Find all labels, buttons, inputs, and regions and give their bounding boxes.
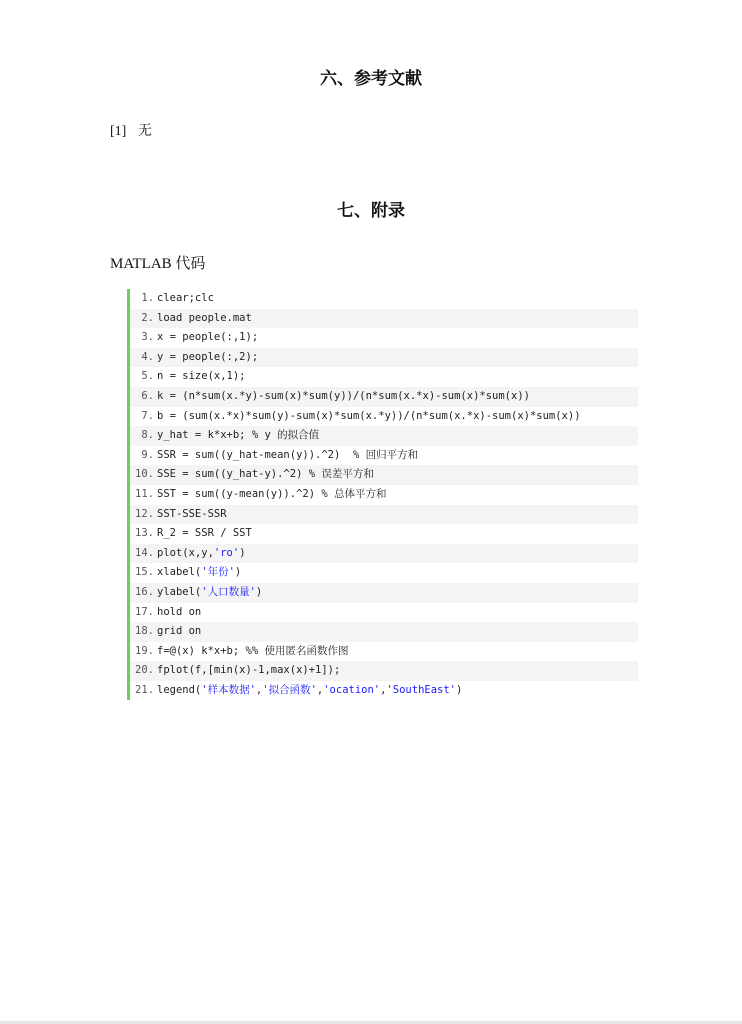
line-number: 12. [135,507,154,520]
line-number: 15. [135,566,154,579]
code-text: ) [239,546,246,559]
line-number: 9. [141,448,154,461]
code-line [130,446,638,466]
line-number: 11. [135,487,154,500]
code-line [130,563,638,583]
line-number: 6. [141,389,154,402]
code-line [130,642,638,662]
code-text: fplot(f,[min(x)-1,max(x)+1]); [157,664,341,677]
line-code [157,289,638,309]
code-string: 'ocation' [323,683,381,696]
code-text: legend( [157,683,202,696]
code-text: f=@(x) k*x+b; %% 使用匿名函数作图 [157,644,349,657]
code-line [130,505,638,525]
code-text: SST = sum((y-mean(y)).^2) % 总体平方和 [157,487,387,500]
line-number: 5. [141,370,154,383]
line-number: 18. [135,625,154,638]
line-number: 3. [141,331,154,344]
line-code [157,642,638,662]
reference-number: [1] [110,124,127,139]
code-text: SST-SSE-SSR [157,507,227,520]
line-number: 21. [135,683,154,696]
code-text: n = size(x,1); [157,370,246,383]
line-code [157,681,638,701]
line-number: 20. [135,664,154,677]
code-line [130,465,638,485]
line-code [157,407,638,427]
line-code [157,603,638,623]
code-text: SSE = sum((y_hat-y).^2) % 误差平方和 [157,468,374,481]
code-text: load people.mat [157,311,252,324]
code-text: grid on [157,625,202,638]
line-code [157,465,638,485]
code-line [130,387,638,407]
code-text: ) [456,683,463,696]
line-code [157,367,638,387]
code-line [130,348,638,368]
reference-text: 无 [137,124,152,139]
code-line [130,367,638,387]
code-text: x = people(:,1); [157,331,259,344]
line-code [157,622,638,642]
code-block [127,289,638,700]
code-text: , [316,683,324,696]
code-line [130,544,638,564]
line-code [157,309,638,329]
code-text: b = (sum(x.*x)*sum(y)-sum(x)*sum(x.*y))/(n*sum(x.*x)-sum(x)*sum(x)) [157,409,581,422]
code-line [130,485,638,505]
code-string: '年份' [201,566,235,579]
code-string: '样本数据' [201,683,256,696]
code-string: '拟合函数' [262,683,317,696]
code-text: plot(x,y, [157,546,214,559]
code-line [130,583,638,603]
line-code [157,387,638,407]
line-code [157,485,638,505]
code-string: '人口数量' [201,585,256,598]
code-line [130,681,638,701]
line-number: 4. [141,350,154,363]
code-text: xlabel( [157,566,202,579]
code-line [130,426,638,446]
code-line [130,289,638,309]
code-line [130,328,638,348]
code-string: 'SouthEast' [386,683,457,696]
line-code [157,328,638,348]
line-code [157,426,638,446]
line-code [157,544,638,564]
code-text: k = (n*sum(x.*y)-sum(x)*sum(y))/(n*sum(x.*x)-sum(x)*sum(x)) [157,389,530,402]
code-text: ) [255,585,263,598]
code-string: 'ro' [213,546,240,559]
line-number: 19. [135,644,154,657]
line-code [157,505,638,525]
code-caption: MATLAB 代码 [110,256,206,272]
code-text: R_2 = SSR / SST [157,527,252,540]
code-line [130,661,638,681]
code-line [130,603,638,623]
appendix-heading: 七、附录 [337,201,405,221]
code-text: , [255,683,263,696]
references-heading: 六、参考文献 [320,69,422,89]
code-text: clear;clc [157,292,214,304]
code-text: , [380,683,387,696]
line-number: 1. [141,292,154,304]
line-code [157,348,638,368]
line-number: 10. [135,468,154,481]
code-text: ) [234,566,242,579]
line-code [157,583,638,603]
line-number: 7. [141,409,154,422]
line-number: 17. [135,605,154,618]
line-code [157,661,638,681]
code-line [130,407,638,427]
code-line [130,524,638,544]
line-number: 14. [135,546,154,559]
line-number: 16. [135,585,154,598]
code-text: y = people(:,2); [157,350,259,363]
code-text: ylabel( [157,585,202,598]
code-text: hold on [157,605,202,618]
code-text: y_hat = k*x+b; % y 的拟合值 [157,429,320,442]
line-number: 13. [135,527,154,540]
line-code [157,446,638,466]
reference-item [110,120,152,140]
line-number: 2. [141,311,154,324]
code-line [130,622,638,642]
code-text: SSR = sum((y_hat-mean(y)).^2) % 回归平方和 [157,448,419,461]
line-code [157,563,638,583]
line-code [157,524,638,544]
line-number: 8. [141,429,154,442]
code-line [130,309,638,329]
